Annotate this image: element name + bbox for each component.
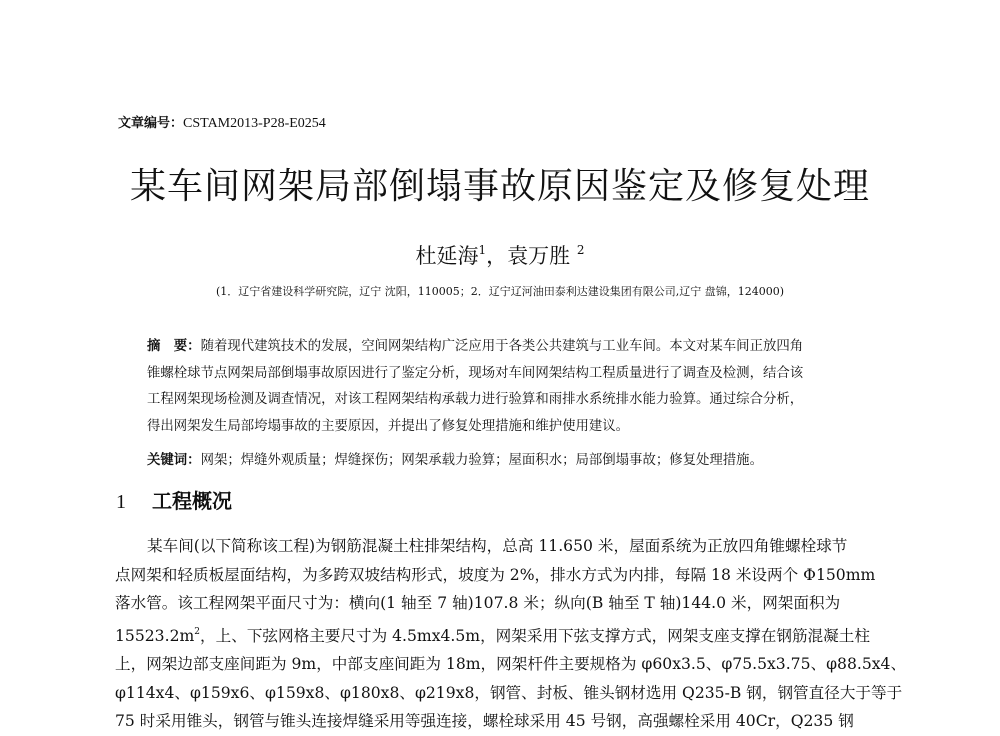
author-affiliation-mark: 2	[576, 243, 585, 257]
area-value: 15523.2m	[115, 626, 195, 645]
section-number: 1	[116, 491, 126, 513]
section-title: 工程概况	[152, 489, 232, 513]
keywords	[147, 449, 763, 468]
author-affiliation-mark: 1	[478, 243, 487, 257]
separator: ，	[200, 626, 216, 645]
body-line: 75 时采用锥头，钢管与锥头连接焊缝采用等强连接，螺栓球采用 45 号钢，高强螺栓采用 40Cr，Q235 钢	[115, 712, 854, 730]
section-heading	[116, 485, 232, 514]
abstract-line	[147, 334, 907, 361]
keywords-label: 关键词：	[147, 453, 201, 468]
body-line: 落水管。该工程网架平面尺寸为：横向(1 轴至 7 轴)107.8 米；纵向(B 轴至 T 轴)144.0 米，网架面积为	[115, 594, 841, 612]
article-id	[118, 112, 326, 132]
body-text	[115, 532, 945, 736]
body-line: 上，网架边部支座间距为 9m，中部支座间距为 18m，网架杆件主要规格为 φ60x3.5、φ75.5x3.75、φ88.5x4、	[115, 655, 907, 673]
abstract	[147, 334, 907, 440]
paper-title: 某车间网架局部倒塌事故原因鉴定及修复处理	[129, 166, 870, 207]
body-line: 点网架和轻质板屋面结构，为多跨双坡结构形式，坡度为 2%，排水方式为内排，每隔 18 米设两个 Φ150mm	[115, 565, 876, 584]
abstract-line: 工程网架现场检测及调查情况，对该工程网架结构承载力进行验算和雨排水系统排水能力验算。通过综合分析，	[147, 392, 804, 407]
body-line: 某车间(以下简称该工程)为钢筋混凝土柱排架结构，总高 11.650 米，屋面系统为正放四角锥螺栓球节	[147, 537, 848, 555]
author-separator: ，	[486, 244, 508, 268]
superscript: 2	[194, 626, 201, 637]
body-line	[115, 618, 945, 651]
abstract-line: 锥螺栓球节点网架局部倒塌事故原因进行了鉴定分析，现场对车间网架结构工程质量进行了调查及检测，结合该	[147, 365, 804, 381]
affiliations: (1．辽宁省建设科学研究院，辽宁 沈阳，110005；2．辽宁辽河油田泰利达建设集团有限公司,辽宁 盘锦，124000)	[215, 285, 785, 298]
article-id-label: 文章编号：	[118, 116, 184, 131]
body-text-segment: 上、下弦网格主要尺寸为 4.5mx4.5m，网架采用下弦支撑方式，网架支座支撑在钢筋混凝土柱	[215, 626, 870, 645]
abstract-label: 摘 要：	[147, 339, 201, 354]
authors	[0, 240, 1000, 270]
abstract-line: 得出网架发生局部垮塌事故的主要原因，并提出了修复处理措施和维护使用建议。	[147, 418, 630, 434]
author-name: 袁万胜	[507, 244, 571, 268]
keywords-text: 网架；焊缝外观质量；焊缝探伤；网架承载力验算；屋面积水；局部倒塌事故；修复处理措施。	[200, 453, 763, 468]
body-line: φ114x4、φ159x6、φ159x8、φ180x8、φ219x8，钢管、封板、锥头钢材选用 Q235-B 钢，钢管直径大于等于	[115, 683, 903, 702]
author-name: 杜延海	[415, 244, 479, 268]
article-id-value: CSTAM2013-P28-E0254	[183, 116, 326, 131]
abstract-text: 随着现代建筑技术的发展，空间网架结构广泛应用于各类公共建筑与工业车间。本文对某车间正放四角	[200, 339, 804, 354]
